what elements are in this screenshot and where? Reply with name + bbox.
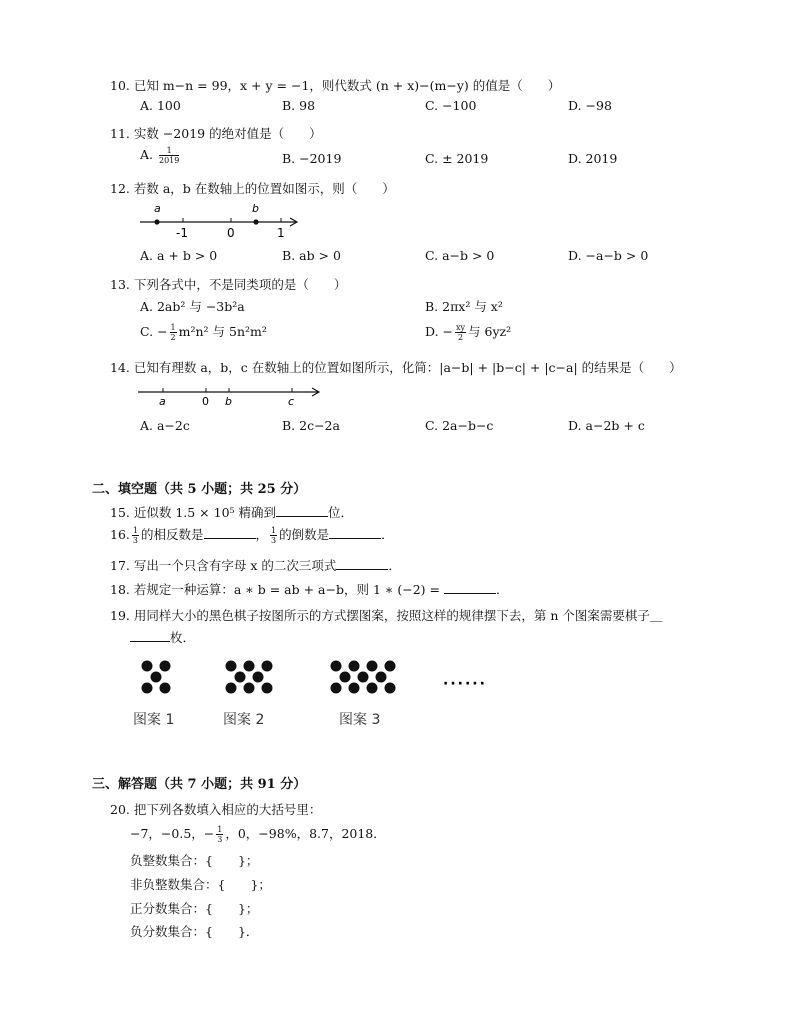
pattern-3 [331,661,396,694]
q14-stem: 14. 已知有理数 a，b，c 在数轴上的位置如图所示，化简：|a−b| + |b−c| + |c−a| 的结果是（ ） [110,360,682,375]
answer-blank[interactable] [444,582,496,594]
fraction: $\frac{1}{3}$ [217,825,223,844]
q19-pattern-figure [125,652,525,732]
q20-stem: 20. 把下列各数填入相应的大括号里： [110,802,322,817]
q11-option-d: D. 2019 [568,151,618,166]
ellipsis: ······ [443,676,487,692]
q14-option-b: B. 2c−2a [282,418,340,433]
label-zero: 0 [227,226,235,240]
q10-option-c: C. −100 [425,98,477,113]
point-b [253,219,258,224]
fraction: $\frac{1}{3}$ [271,526,277,545]
q20-set-negative-fractions: 负分数集合：{ }． [130,924,259,939]
pattern-2 [226,661,273,694]
q20-set-nonnegative-integers: 非负整数集合：{ }； [130,877,271,892]
answer-blank[interactable] [130,630,170,642]
answer-blank[interactable] [336,558,388,570]
label-a: a [154,202,161,215]
q14-option-d: D. a−2b + c [568,418,645,433]
label-zero: 0 [202,395,209,408]
fraction: $\frac{1}{3}$ [132,526,138,545]
q12-stem: 12. 若数 a，b 在数轴上的位置如图示，则（ ） [110,181,395,196]
q12-option-d: D. −a−b > 0 [568,248,649,263]
q12-option-a: A. a + b > 0 [140,248,218,263]
answer-blank[interactable] [204,527,256,539]
label-a: a [159,395,166,408]
q10-option-d: D. −98 [568,98,612,113]
pattern-1-label: 图案 1 [133,712,175,728]
q13-option-b: B. 2πx² 与 x² [425,299,503,314]
q10-stem: 10. 已知 m−n = 99，x + y = −1，则代数式 (n + x)−(m−y) 的值是（ ） [110,78,561,93]
q15: 15. 近似数 1.5 × 10⁵ 精确到 位． [110,505,354,520]
q12-number-line [136,200,306,240]
label-c: c [288,395,295,408]
section-2-title: 二、填空题（共 5 小题；共 25 分） [92,482,307,497]
q11-option-a: A. $\frac{1}{2019}$ [140,146,180,165]
q12-option-b: B. ab > 0 [282,248,341,263]
q13-option-d: D. − $\frac{xy}{2}$ 与 6yz² [425,323,512,342]
pattern-2-label: 图案 2 [223,712,265,728]
q19-line2: 枚． [130,628,195,646]
answer-blank[interactable] [276,505,328,517]
label-b: b [252,202,259,215]
q20-set-negative-integers: 负整数集合：{ }； [130,853,259,868]
q19-line1: 19. 用同样大小的黑色棋子按图所示的方式摆图案，按照这样的规律摆下去，第 n 个图案需要棋子＿ [110,608,663,623]
q20-set-positive-fractions: 正分数集合：{ }； [130,901,259,916]
pattern-1 [142,661,171,694]
answer-blank[interactable] [329,527,381,539]
q18: 18. 若规定一种运算：a ∗ b = ab + a−b，则 1 ∗ (−2) = ． [110,582,509,597]
q10-option-a: A. 100 [140,98,181,113]
section-3-title: 三、解答题（共 7 小题；共 91 分） [92,777,307,792]
pattern-3-label: 图案 3 [339,712,381,728]
q13-stem: 13. 下列各式中，不是同类项的是（ ） [110,277,347,292]
q12-option-c: C. a−b > 0 [425,248,495,263]
label-minus-one: -1 [176,226,188,240]
q11-option-c: C. ± 2019 [425,151,489,166]
q13-option-c: C. − $\frac{1}{2}$ m²n² 与 5n²m² [140,323,267,342]
q11-stem: 11. 实数 −2019 的绝对值是（ ） [110,126,322,141]
point-a [154,219,159,224]
fraction: $\frac{1}{2019}$ [159,146,180,165]
label-b: b [225,395,232,408]
label-one: 1 [277,226,285,240]
fraction: $\frac{xy}{2}$ [456,323,466,342]
q14-option-c: C. 2a−b−c [425,418,494,433]
q14-number-line [136,381,326,409]
q14-option-a: A. a−2c [140,418,190,433]
q20-numbers: −7，−0.5，− $\frac{1}{3}$ ，0，−98%，8.7，2018． [130,825,386,844]
q10-option-b: B. 98 [282,98,316,113]
fraction: $\frac{1}{2}$ [170,323,176,342]
q13-option-a: A. 2ab² 与 −3b²a [140,299,245,314]
q11-option-b: B. −2019 [282,151,342,166]
q16: 16. $\frac{1}{3}$ 的相反数是 ， $\frac{1}{3}$ 的倒数是 ． [110,526,394,545]
q17: 17. 写出一个只含有字母 x 的二次三项式 ． [110,558,401,573]
